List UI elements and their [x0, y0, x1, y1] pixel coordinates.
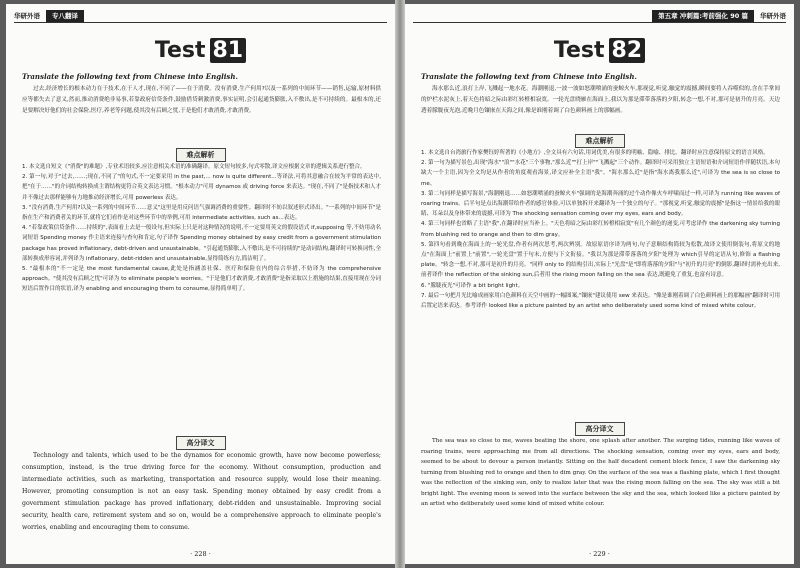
notes-heading: 难点解析 [575, 134, 625, 148]
publisher-logo: 华研外语 [760, 12, 786, 20]
instruction: Translate the following text from Chinese into English. [421, 72, 637, 81]
note-item: 6. "朦胧夜光"可译作 a bit bright light。 [421, 282, 524, 289]
note-item: 5. "最根本的"不一定是 the most fundamental cause,此处是指涵盖社保、医疗和保险在内的综合举措,不妨译为 the comprehensive approach。"使其没有后顾之忧"可译为 to eliminate people's worries。"于是他们才敢消费,才敢消费"是指采取以上措施的结果,直接用现在分词短语后置作目的状语,译为 enabling and encouraging them to consume,显得简单明了。 [22, 266, 381, 293]
header-rule [14, 22, 387, 23]
note-item: 2. 第一句,对于"过去,……;现在,不同了"的句式,不一定要采用 in the past,... now is quite different...等译法,可将其意融合在较为平常的表达中,把"在于……"的介词结构转换成主谓结构更符合英文表达习惯。"根本动力"可用 dynamos 或 driving force 来表达。"现在,不同了"是指技术和人才并不像过去那样能够有力地推动经济增长,可用 powerless 表达。 [22, 174, 381, 201]
note-item: 4. "若靠政策信贷条件……持续的",表面看上去是一般设句,但实际上只是对这种情况的说明,不一定要用英文的假设语式 if,supposing 等,不妨用动名词短语 Spending money 作主语来连接与查句和肯定,句子译作 Spending money obtained by easy credit from a government stimulation package has proved inflationary, debt-driven and unsustainable。"引起通货膨胀,入不敷出,是不可持续的"是动词结构,翻译时可转换词性,全部转换成形容词,并列译为 inflationary, debt-ridden and unsustainable,显得简练有力,简洁明了。 [22, 225, 381, 262]
translation-text: The sea was so close to me, waves beating the shore, one splash after another. The surging tides, running like waves of roaring trains, were approaching me from all directions. The shocking sensation, coming over my eyes, ears and body, seemed to be about to devour a person instantly. Sitting on the half decadent cement block fence, I saw the darkening sky turning from blushing red to orange and then to dim gray. On the surface of the sea was a flashing plate, which I first thought was the reflection of the sinking sun, only to realize later that was the rising moon falling on the sea. The sky was still a bit bright light. The evening moon is sewed into the surface between the sky and the sea, which looked like a picture painted by an artist who deliberately used some kind of mixed white colour. [421, 438, 780, 507]
test-label: Test [154, 38, 206, 63]
section-label: 第五章 冲刺篇:考前强化 90 篇 [652, 10, 754, 22]
note-item: 3. 第二句同样是描写海景,"海潮刚退……如怒潮喷涌的蚕鲸火车"强调的是海潮奔涌的过个动作像火车呼啸而过一样,可译为 running like waves of roaring trains。后半句是点出海潮带给作者的感官体验,可以单独拆开来翻译为一个独立的句子。"那视觉,听觉,触觉的震撼"是指这一情景给我的眼睛、耳朵以及身体带来的震撼,可译为 The shocking sensation coming over my eyes, ears and body。 [421, 190, 780, 218]
header-rule [413, 22, 786, 23]
publisher-logo: 华研外语 [14, 12, 40, 20]
translation-text: Technology and talents, which used to be the dynamos for economic growth, have now become powerless; consumption, instead, is the true driving force for the economy. Without consumption, production and intermediate activities, such as marketing, transportation and resource supply, would lose their meaning. However, promoting consumption is not an easy task. Spending money obtained by easy credit from a government stimulation package has proved inflationary, debt-ridden and unsustainable. Improving social security, health care, retirement system and so on, would be a comprehensive approach to eliminate people's worries, enabling and encouraging them to consume. [22, 452, 381, 531]
test-number: 82 [609, 38, 646, 63]
section-label: 专八翻译 [46, 10, 84, 22]
page-number: · 228 · [190, 550, 211, 558]
source-text: 过去,经济增长的根本动力在于技术,在于人才,现在,不同了——在于消费。没有消费,生产何用?以及一系列的中间环节——销售,运输,原材料供应等都失去了意义,然而,推动消费绝非易事,若靠政府信贷条件,鼓励借贷刺激消费,事实证明,会引起通货膨胀,入不敷出,是不可持续的。最根本的,还是要解决好他们的社会保险,医疗,养老等问题,使其没有后顾之忧,于是他们才敢消费,才敢消费。 [22, 86, 381, 114]
note-item: 3. "没有消费,生产何用?以及一系列的中间环节……意义"这里是用反问语气强调消费的重要性。翻译时不妨以叙述形式译出。"一系列的中间环节"是指在生产和消费者关的环节,就将它们看作是对这些环节中的举例,可用 intermediate activities, such as...表达。 [22, 204, 381, 222]
test-label: Test [553, 38, 605, 63]
note-item: 5. 第四句看到晚在海面上的一轮光盘,作者有两次思考,两次辨别。故原原语序译为两句,句子意顺结构简较为松散,故译文使用倒装句,将原文的地点"在海面上"前置上"前置",一轮光盘"置于句末,方便与下文衔接。"我以为那是滞带落落的夕阳"处理为 which引导的定语从句,修饰 a flashing plate。"转念一想,不对,那可是初升的月亮。"同样 only to 的结构引出,实际上"光盘"是"即将落落的夕阳"与"初升的月亮"的倒影,翻译时需补充出来,前者译作 the reflection of the sinking sun,后者用 the rising moon falling on the sea 表达,既避免了重复,也富有诗意。 [421, 241, 780, 279]
translation-heading: 高分译文 [575, 422, 625, 436]
source-text: 海水那么近,浪打上岸,飞溅起一地水花。海潮刚退,一波一波如怒潮喷涌的蚕鲸火车,那视觉,听觉,触觉的震撼,瞬间要将人吞噬似的,含在手掌间的炉栏水泥灰上,着天色将暗之际由彩红转橙相寂寞。一轮光盘晓雁在海面上,我以为那是滞带落落的夕阳,转念一想,不对,那可是初升的月亮。天边透着朦胧夜光泡,近晚月色镶嵌在天海之间,像是谁刚着调了白色颜料画上的那幅画。 [421, 86, 780, 114]
page-number: · 229 · [589, 550, 610, 558]
notes-list [22, 162, 381, 295]
instruction: Translate the following text from Chinese into English. [22, 72, 238, 81]
note-item: 4. 第三句同样也省略了主语"我",在翻译时应当补上。"天色将暗之际由彩红转橙相寂寞"有几个颜色的递变,可考虑译作 the darkening sky turning from blushing red to orange and then to dim gray。 [421, 221, 780, 238]
book-gutter [395, 0, 405, 568]
test-number: 81 [210, 38, 247, 63]
notes-heading: 难点解析 [176, 148, 226, 162]
test-title [405, 38, 794, 63]
note-item: 7. 最后一句把月光比喻成画家用白色颜料在天空中画的一幅图案,"镶嵌"建议使用 sew 来表达。"像是谁刚着调了白色颜料画上的那幅画"翻译时可用后置定语来表达。参考译作 looked like a picture painted by an artist who deliberately used some kind of mixed white colour。 [421, 292, 780, 310]
translation-heading: 高分译文 [176, 436, 226, 450]
note-item: 2. 第一句为描写景色,出现"海水""浪""水花"三个事物,"那么近""打上岸""飞溅起"三个动作。翻译时可采用独立主语短语和介词短语作伴随状语,本句缺大一个主语,因为全文均是从作者的角度观看海景,译文应补全主语"我"。"海水那么近"是指"海水离我那么近",可译为 the sea is so close to me。 [421, 160, 780, 187]
left-page [6, 4, 395, 564]
note-item: 1. 本文选自台湾旅行作家樊钰婷所著的《小地方》,全文具有六句话,用词优美,有很多的明喻、隐喻、排比。翻译时应注意保持原文的语言风格。 [421, 150, 769, 156]
right-page [405, 4, 794, 564]
note-item: 1. 本文选自短文《"消费"的难题》,专业术语较多,应注意相关术语的准确翻译。原文短句较多,句式零散,译文应根据文章的逻辑关系进行整合。 [22, 164, 366, 170]
test-title [6, 38, 395, 63]
notes-list [421, 148, 780, 311]
